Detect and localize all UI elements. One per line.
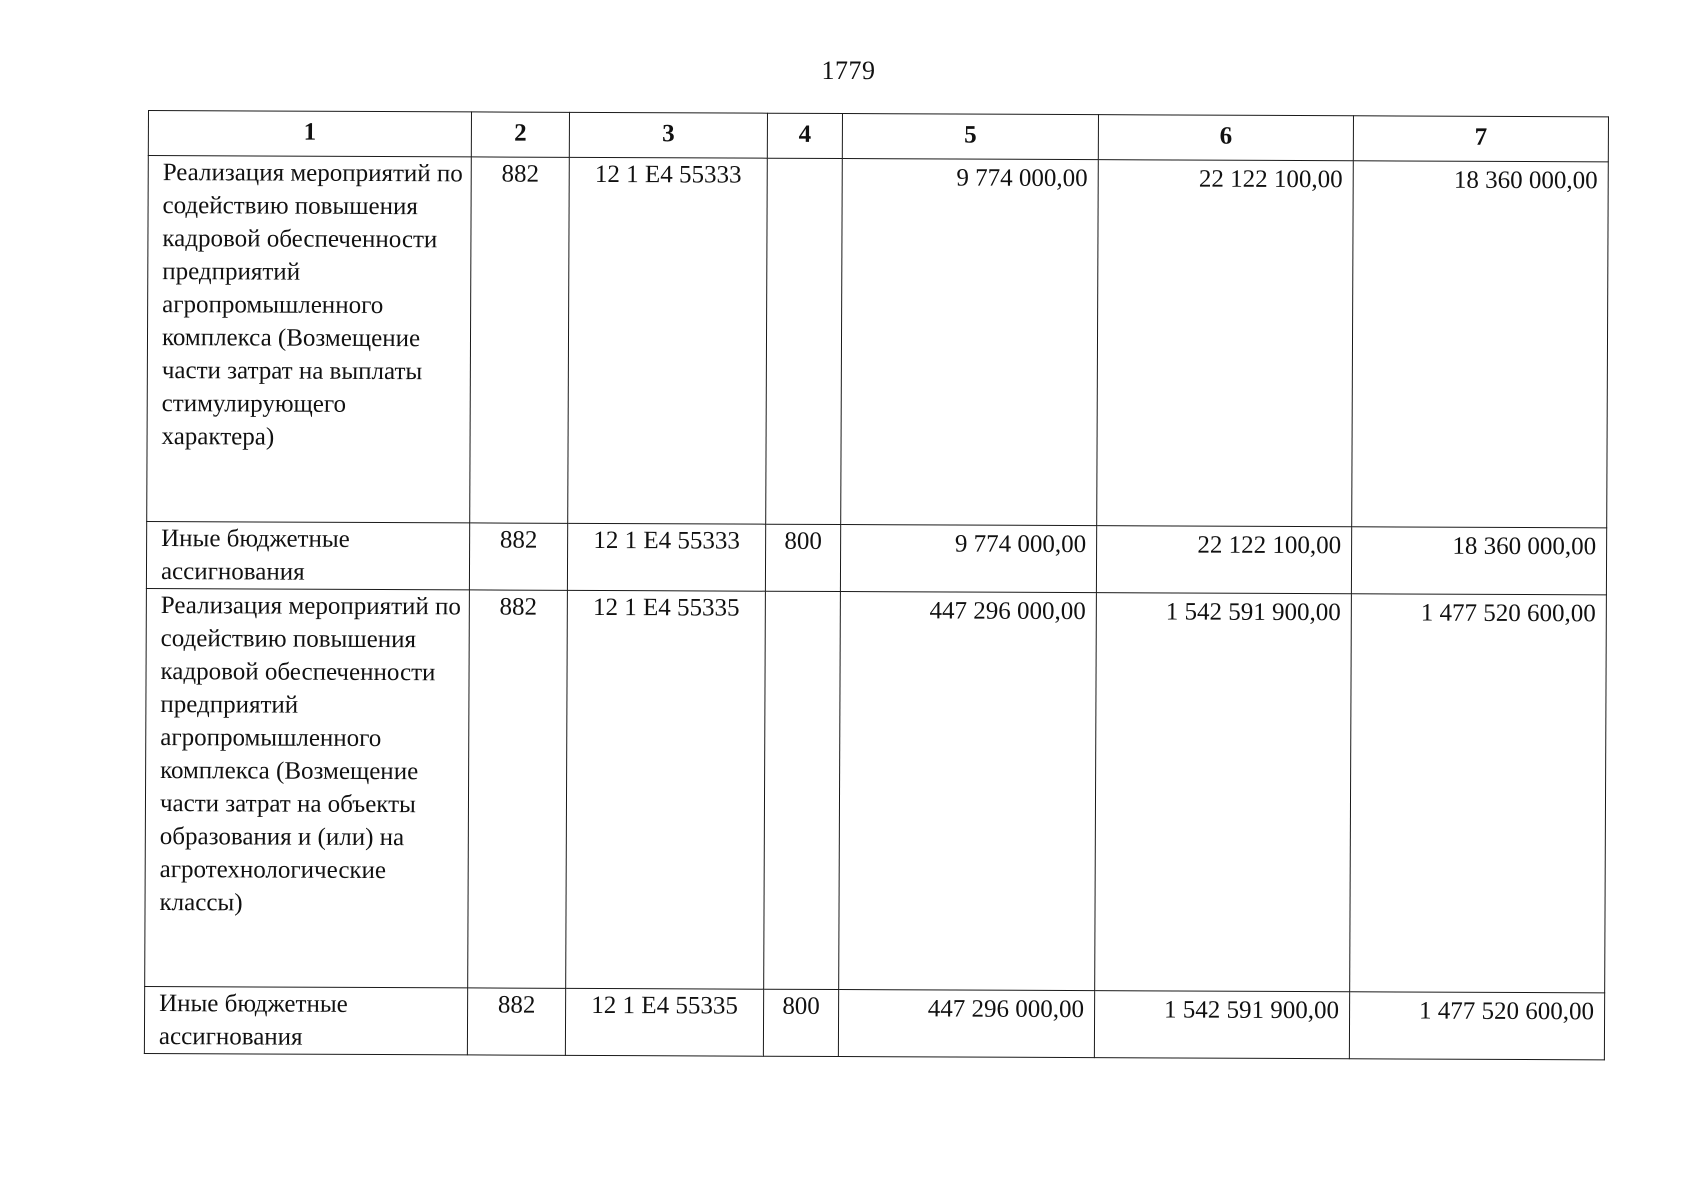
table-row: [146, 521, 1606, 594]
column-header-4: 4: [767, 113, 842, 158]
table-header: [148, 111, 1608, 162]
table-body: [144, 156, 1608, 1060]
row-csr-cell: 12 1 Е4 55335: [566, 590, 766, 989]
row-amount-6-cell: 1 542 591 900,00: [1094, 991, 1349, 1059]
row-amount-6-cell: 22 122 100,00: [1097, 160, 1354, 527]
row-amount-5-cell: 9 774 000,00: [841, 159, 1099, 526]
row-grbs-cell: 882: [469, 523, 567, 590]
table-row: [147, 156, 1609, 528]
row-grbs-cell: 882: [467, 988, 565, 1055]
column-header-7: 7: [1353, 116, 1608, 162]
row-name-cell: Иные бюджетные ассигнования: [144, 986, 467, 1054]
row-vr-cell: [764, 591, 841, 989]
table-row: [144, 986, 1604, 1059]
column-header-3: 3: [569, 112, 767, 158]
column-header-1: 1: [148, 111, 471, 157]
row-amount-5-cell: 9 774 000,00: [840, 525, 1096, 593]
header-row: [148, 111, 1608, 162]
row-amount-6-cell: 22 122 100,00: [1096, 526, 1351, 594]
column-header-6: 6: [1098, 115, 1353, 161]
row-csr-cell: 12 1 Е4 55333: [567, 523, 765, 591]
row-csr-cell: 12 1 Е4 55335: [565, 988, 763, 1056]
row-grbs-cell: 882: [468, 590, 568, 988]
row-amount-6-cell: 1 542 591 900,00: [1095, 593, 1352, 992]
row-name-cell: Реализация мероприятий по содействию повышения кадровой обеспеченности предприятий агропромышленного комплекса (Возмещение части затрат на объекты образования и (или) на агротехнологические классы): [145, 588, 470, 987]
row-amount-7-cell: 1 477 520 600,00: [1349, 992, 1604, 1060]
row-amount-5-cell: 447 296 000,00: [839, 592, 1097, 991]
row-name-cell: Реализация мероприятий по содействию повышения кадровой обеспеченности предприятий агропромышленного комплекса (Возмещение части затрат на выплаты стимулирующего характера): [147, 156, 472, 523]
row-amount-5-cell: 447 296 000,00: [838, 990, 1094, 1058]
row-vr-cell: 800: [763, 989, 838, 1056]
row-name-cell: Иные бюджетные ассигнования: [146, 521, 469, 589]
row-csr-cell: 12 1 Е4 55333: [568, 157, 768, 524]
budget-table: [144, 110, 1609, 1060]
row-amount-7-cell: 1 477 520 600,00: [1350, 594, 1607, 993]
row-vr-cell: 800: [765, 524, 840, 591]
row-grbs-cell: 882: [470, 157, 570, 523]
page-number: 1779: [821, 56, 876, 85]
row-vr-cell: [766, 158, 843, 524]
table-row: [145, 588, 1607, 992]
row-amount-7-cell: 18 360 000,00: [1352, 161, 1609, 528]
column-header-2: 2: [471, 112, 569, 157]
column-header-5: 5: [842, 114, 1098, 160]
row-amount-7-cell: 18 360 000,00: [1351, 527, 1606, 595]
